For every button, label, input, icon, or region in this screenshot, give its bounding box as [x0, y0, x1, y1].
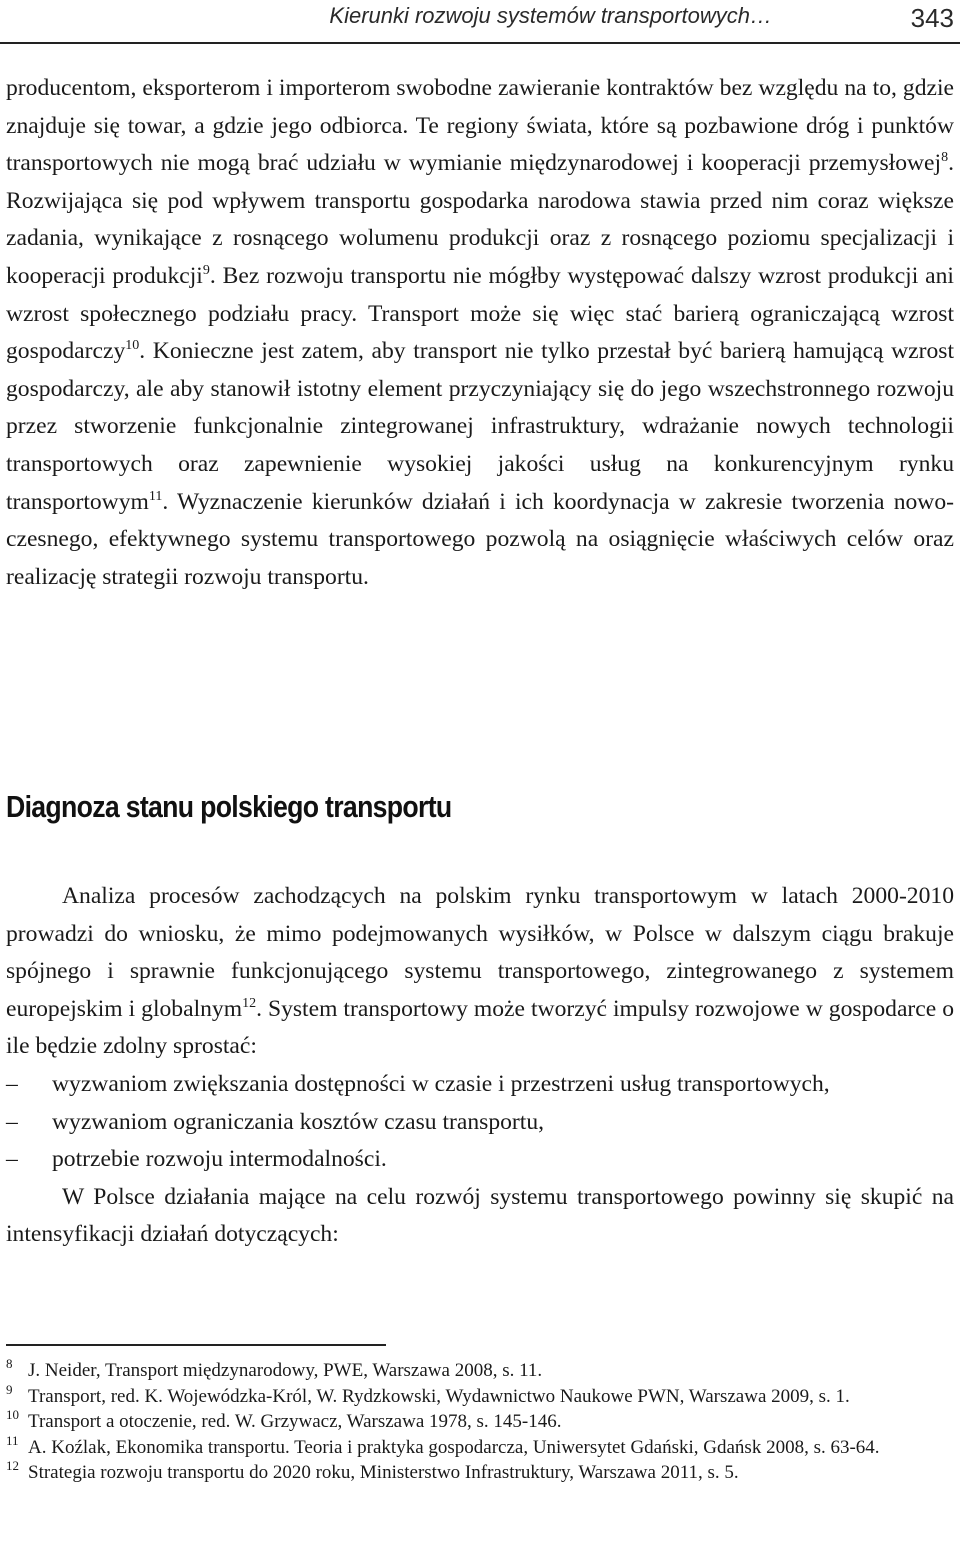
text-run: . Konieczne jest zatem, aby transport nie tylko przestał być barierą hamującą wzrost gospodarczy, ale aby stanowił istotny element przyczyniający się do jego wszechstronnego rozwoju przez stworzenie funkcjonalnie zintegrowanej infrastruktury, wdrażanie nowych technologii transportowych oraz zapewnienie wysokiej jakości usług na konkurencyjnym rynku transportowym	[6, 338, 954, 515]
section-heading: Diagnoza stanu polskiego transportu	[6, 789, 452, 824]
dash-bullet: –	[6, 1146, 18, 1173]
running-header	[0, 0, 960, 46]
list-item-text: wyzwaniom zwiększania dostępności w czasie i przestrzeni usług transportowych,	[52, 1070, 830, 1097]
dash-bullet: –	[6, 1070, 18, 1097]
paragraph-1	[6, 70, 954, 596]
list-item-text: potrzebie rozwoju intermodalności.	[52, 1146, 387, 1173]
list-item-text: wyzwaniom ograniczania kosztów czasu transportu,	[52, 1108, 545, 1135]
footnote-rule	[6, 1344, 386, 1346]
footnote-number: 11	[6, 1432, 19, 1448]
footnote-10	[6, 1409, 954, 1435]
footnote-9	[6, 1381, 954, 1410]
page-number: 343	[910, 3, 954, 33]
paragraph-3: W Polsce działania mające na celu rozwój systemu transportowego powinny się skupić na intensyfikacji działań dotyczących:	[6, 1183, 954, 1248]
footnote-text: Transport, red. K. Wojewódzka-Król, W. Rydzkowski, Wydawnictwo Naukowe PWN, Warszawa 2009, s. 1.	[28, 1385, 850, 1407]
footnote-ref-9[interactable]: 9	[202, 262, 210, 278]
list-item	[6, 1066, 954, 1104]
footnote-12	[6, 1460, 954, 1486]
running-title: Kierunki rozwoju systemów transportowych…	[329, 3, 772, 28]
text-run: . Wyznaczenie kierunków działań i ich koordynacja w zakresie tworzenia nowoczesnego, efektywnego systemu transportowego pozwolą na osiągnięcie właściwych celów oraz realizację strategii rozwoju transportu.	[6, 488, 954, 590]
paragraph-continued	[6, 70, 954, 596]
section-body	[6, 878, 954, 1254]
text-run: Analiza procesów zachodzących na polskim rynku transportowym w latach 2000-2010 prowadzi do wniosku, że mimo podejmowanych wysiłków, w Polsce w dalszym ciągu brakuje spójnego i sprawnie funkcjonującego systemu transportowego, zintegrowanego z systemem europejskim i globalnym	[6, 883, 954, 1022]
footnote-number: 9	[6, 1381, 13, 1397]
text-run: . Bez rozwoju transportu nie mógłby występować dalszy wzrost produkcji ani wzrost społecznego podziału pracy. Transport może się więc stać barierą ograniczającą wzrost gospodarczy	[6, 262, 954, 365]
footnote-ref-10[interactable]: 10	[125, 338, 140, 354]
paragraph-2	[6, 878, 954, 1066]
footnote-text: J. Neider, Transport międzynarodowy, PWE, Warszawa 2008, s. 11.	[28, 1360, 543, 1381]
text-run: . Rozwijająca się pod wpływem transportu gospodarka narodowa stawia przed nim coraz większe zadania, wynikające z rosnącego wolumenu produkcji oraz z rosnącego poziomu specjalizacji i kooperacji produkcji	[6, 150, 954, 289]
list-item	[6, 1104, 954, 1142]
footnote-number: 12	[6, 1458, 19, 1474]
footnote-number: 10	[6, 1407, 19, 1423]
footnote-text: A. Koźlak, Ekonomika transportu. Teoria i praktyka gospodarcza, Uniwersytet Gdański, Gdańsk 2008, s. 63-64.	[28, 1436, 880, 1458]
footnotes	[6, 1358, 954, 1486]
footnote-number: 8	[6, 1356, 13, 1371]
challenge-list	[6, 1066, 954, 1179]
footnote-11	[6, 1432, 954, 1461]
footnote-8	[6, 1358, 954, 1384]
footnote-ref-8[interactable]: 8	[941, 150, 949, 166]
footnote-text: Transport a otoczenie, red. W. Grzywacz, Warszawa 1978, s. 145-146.	[28, 1411, 562, 1433]
footnote-ref-11[interactable]: 11	[148, 488, 163, 504]
footnote-ref-12[interactable]: 12	[242, 995, 257, 1011]
dash-bullet: –	[6, 1108, 18, 1135]
list-item	[6, 1141, 954, 1179]
header-rule	[0, 42, 960, 44]
footnote-text: Strategia rozwoju transportu do 2020 roku, Ministerstwo Infrastruktury, Warszawa 2011, s. 5.	[28, 1462, 739, 1484]
text-run: producentom, eksporterom i importerom swobodne zawieranie kontraktów bez względu na to, gdzie znajduje się towar, a gdzie jego odbiorca. Te regiony świata, które są pozbawione dróg i punktów transportowych nie mogą brać udziału w wymianie międzynarodowej i kooperacji przemysłowej	[6, 75, 954, 177]
text-run: . System transportowy może tworzyć impulsy rozwojowe w gospodarce o ile będzie zdolny sprostać:	[6, 995, 954, 1060]
